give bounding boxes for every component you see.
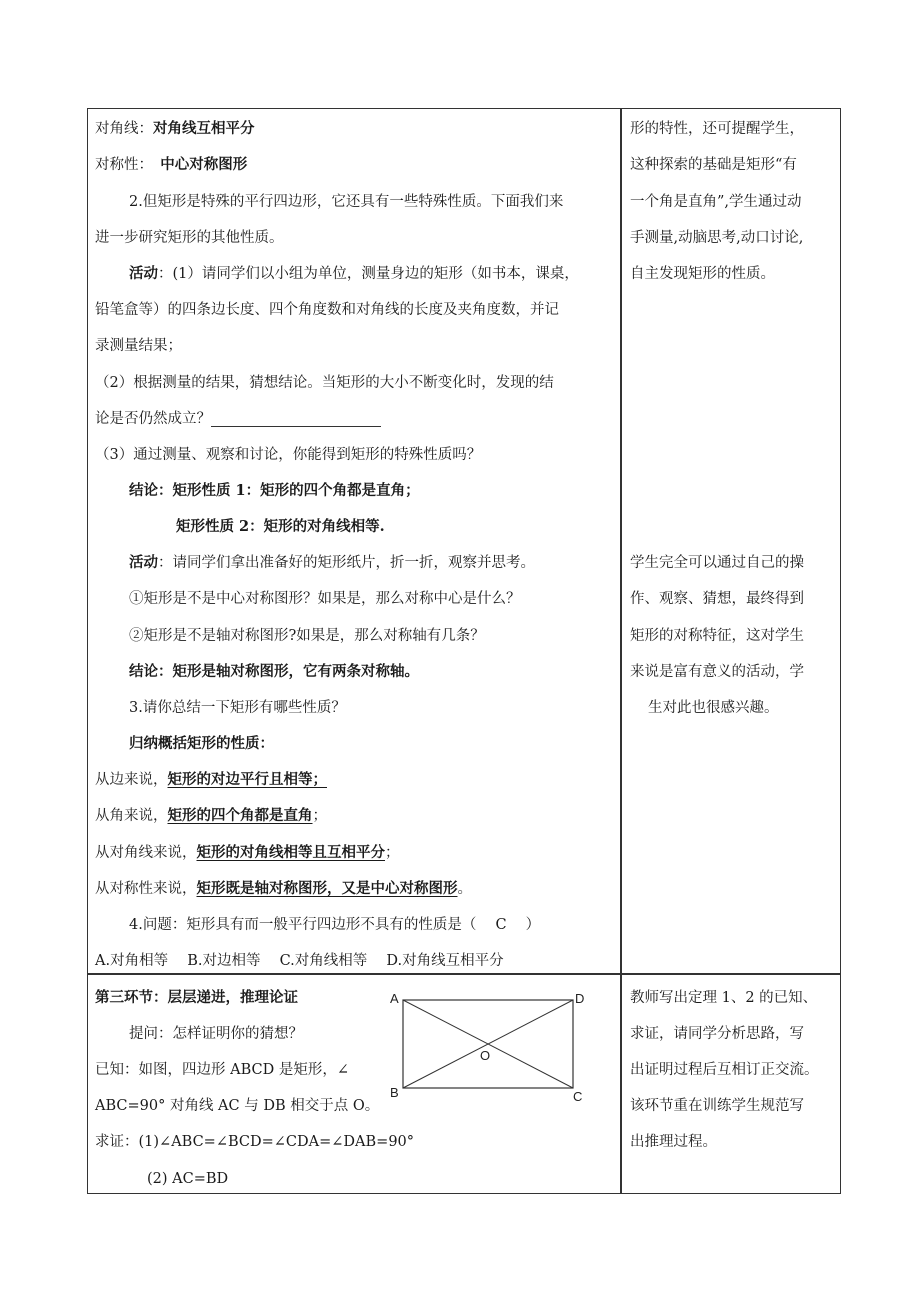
- activity-3: （3）通过测量、观察和讨论，你能得到矩形的特殊性质吗？: [95, 447, 482, 463]
- summary-symmetry: 从对称性来说，矩形既是轴对称图形，又是中心对称图形。: [95, 880, 472, 897]
- paragraph-2-line-1: 2.但矩形是特殊的平行四边形，它还具有一些特殊性质。下面我们来: [129, 194, 564, 210]
- note-2-line-2: 作、观察、猜想，最终得到: [630, 591, 804, 607]
- note-2-line-1: 学生完全可以通过自己的操: [630, 555, 804, 571]
- summary-title: 归纳概括矩形的性质：: [129, 735, 274, 752]
- question-1: ①矩形是不是中心对称图形？如果是，那么对称中心是什么？: [129, 591, 521, 607]
- given-line-2: ABC=90° 对角线 AC 与 DB 相交于点 O。: [95, 1098, 380, 1114]
- activity-1-line-2: 铅笔盒等）的四条边长度、四个角度数和对角线的长度及夹角度数，并记: [95, 302, 559, 318]
- paragraph-2-line-2: 进一步研究矩形的其他性质。: [95, 230, 284, 246]
- rectangle-figure: [385, 985, 595, 1105]
- note-1-line-1: 形的特性，还可提醒学生，: [630, 121, 804, 137]
- activity-fold: 活动：请同学们拿出准备好的矩形纸片，折一折，观察并思考。: [129, 554, 535, 571]
- summary-sides: 从边来说，矩形的对边平行且相等；: [95, 771, 327, 788]
- vertex-c-label: C: [573, 1089, 583, 1104]
- section-heading: 第三环节：层层递进，推理论证: [95, 989, 298, 1006]
- conclusion-1: 结论：矩形性质 1：矩形的四个角都是直角；: [129, 482, 420, 499]
- note-2-line-4: 来说是富有意义的活动，学: [630, 664, 804, 680]
- vertex-d-label: D: [575, 991, 585, 1006]
- center-o-label: O: [480, 1048, 491, 1063]
- vertex-b-label: B: [390, 1085, 399, 1100]
- note-3-line-4: 该环节重在训练学生规范写: [630, 1098, 804, 1114]
- prove-line-2: (2) AC=BD: [147, 1171, 229, 1187]
- prompt-question: 提问：怎样证明你的猜想？: [129, 1026, 303, 1042]
- vertex-a-label: A: [390, 991, 399, 1006]
- note-2-line-5: 生对此也很感兴趣。: [648, 700, 779, 716]
- symmetry-property: 对称性： 中心对称图形: [95, 156, 248, 173]
- note-3-line-2: 求证，请同学分析思路，写: [630, 1026, 804, 1042]
- prove-line-1: 求证：(1)∠ABC=∠BCD=∠CDA=∠DAB=90°: [95, 1134, 415, 1150]
- row-divider: [87, 973, 841, 975]
- conclusion-2: 矩形性质 2：矩形的对角线相等.: [176, 518, 385, 535]
- summary-angles: 从角来说，矩形的四个角都是直角；: [95, 807, 327, 824]
- note-3-line-5: 出推理过程。: [630, 1134, 717, 1150]
- note-1-line-4: 手测量,动脑思考,动口讨论,: [630, 230, 804, 246]
- note-2-line-3: 矩形的对称特征，这对学生: [630, 628, 804, 644]
- diagonal-property: 对角线：对角线互相平分: [95, 120, 255, 137]
- activity-1-line-3: 录测量结果；: [95, 338, 182, 354]
- note-3-line-3: 出证明过程后互相订正交流。: [630, 1062, 819, 1078]
- conclusion-3: 结论：矩形是轴对称图形，它有两条对称轴。: [129, 663, 419, 680]
- answer-options: A.对角相等 B.对边相等 C.对角线相等 D.对角线互相平分: [95, 953, 504, 969]
- activity-2-line-2: 论是否仍然成立？: [95, 409, 381, 429]
- column-divider: [620, 108, 622, 1194]
- activity-1-line-1: 活动：(1）请同学们以小组为单位，测量身边的矩形（如书本，课桌，: [129, 265, 579, 282]
- question-2: ②矩形是不是轴对称图形?如果是，那么对称轴有几条？: [129, 628, 485, 644]
- paragraph-3: 3.请你总结一下矩形有哪些性质？: [129, 700, 346, 716]
- note-3-line-1: 教师写出定理 1、2 的已知、: [630, 990, 818, 1006]
- given-line-1: 已知：如图，四边形 ABCD 是矩形，∠: [95, 1062, 349, 1078]
- answer-blank: [211, 412, 381, 427]
- activity-2-line-1: （2）根据测量的结果，猜想结论。当矩形的大小不断变化时，发现的结: [95, 375, 554, 391]
- note-1-line-2: 这种探索的基础是矩形“有: [630, 157, 797, 173]
- note-1-line-5: 自主发现矩形的性质。: [630, 266, 775, 282]
- question-4: 4.问题：矩形具有而一般平行四边形不具有的性质是（ C ）: [129, 917, 541, 933]
- note-1-line-3: 一个角是直角”,学生通过动: [630, 194, 802, 210]
- summary-diagonals: 从对角线来说，矩形的对角线相等且互相平分；: [95, 844, 400, 861]
